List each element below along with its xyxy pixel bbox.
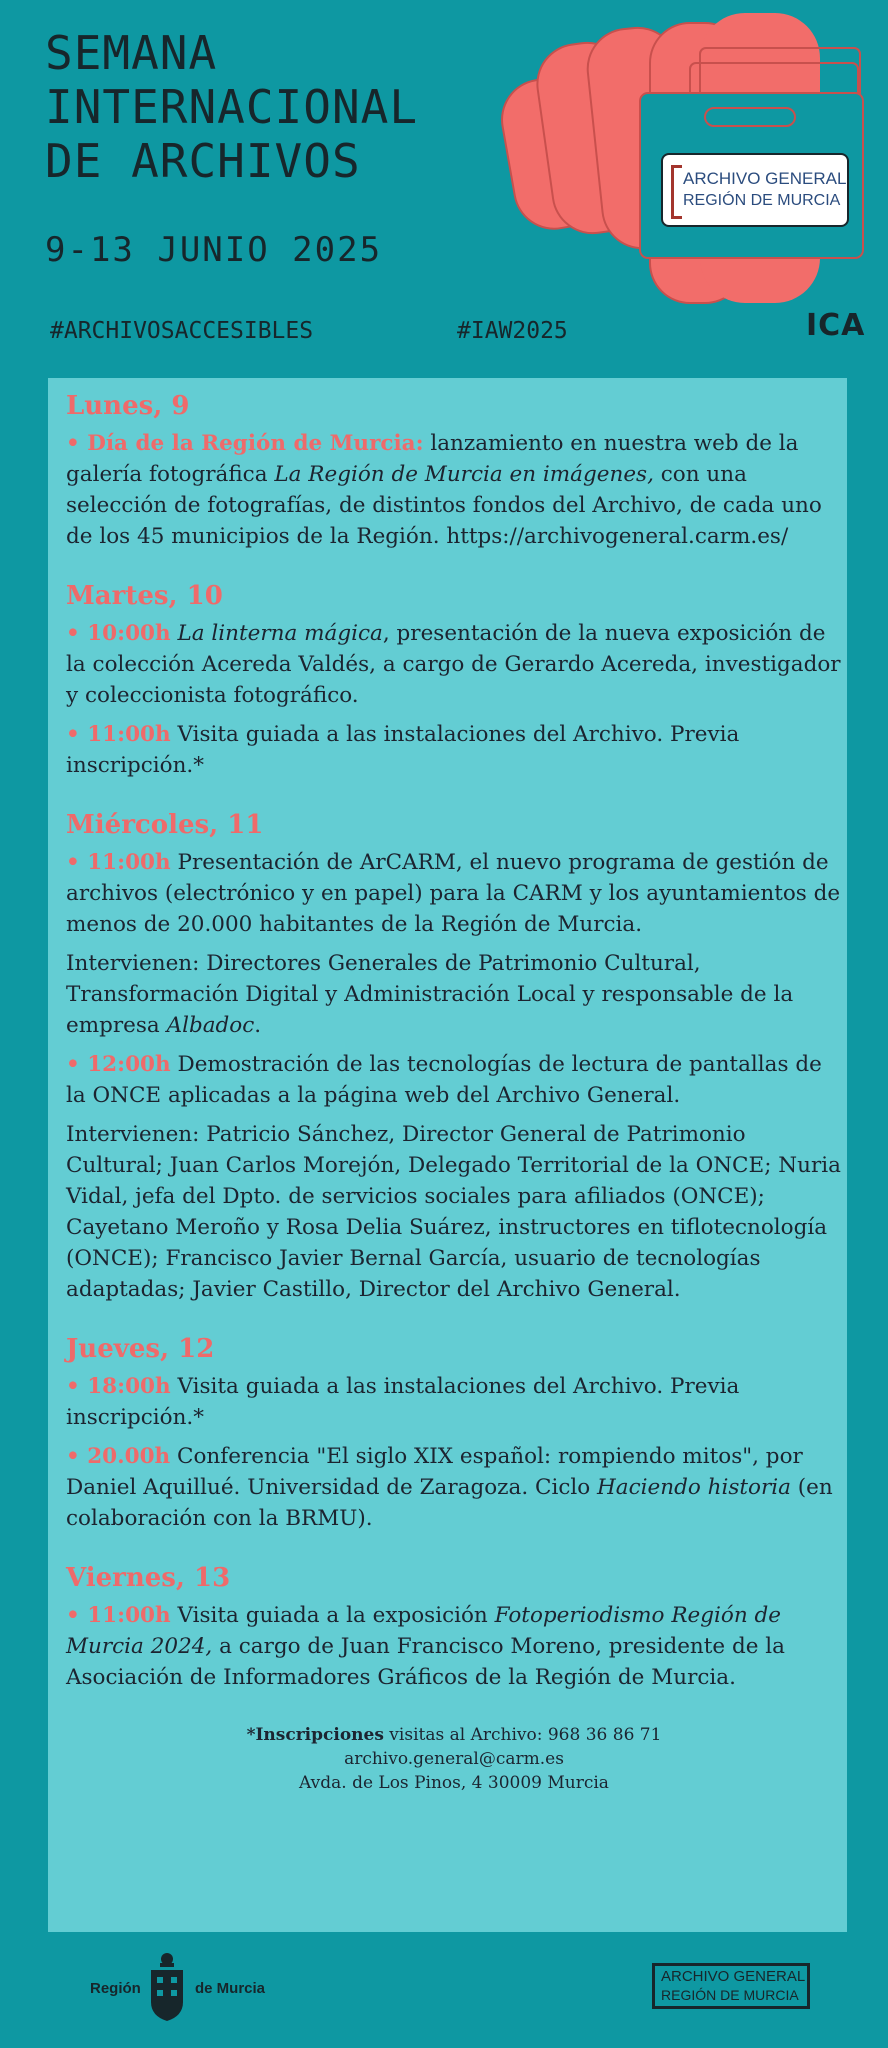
region-crest-icon: [148, 1950, 186, 2022]
event-time: • 11:00h: [66, 1603, 171, 1628]
event-item: [66, 1600, 842, 1693]
event-text: Visita guiada a las instalaciones del Archivo. Previa inscripción.*: [66, 722, 740, 778]
event-text: Conferencia "El siglo XIX español: rompiendo mitos", por Daniel Aquillué. Universidad de Zaragoza. Ciclo: [66, 1444, 803, 1500]
event-text: Visita guiada a las instalaciones del Archivo. Previa inscripción.*: [66, 1374, 740, 1430]
day-gap: [66, 560, 842, 578]
event-title-italic: Haciendo historia: [597, 1475, 791, 1500]
event-text-continued: .: [254, 1013, 262, 1038]
event-text-continued: con una selección de fotografías, de distintos fondos del Archivo, de cada uno de los 45 municipios de la Región. https://archivogeneral.carm.es/: [66, 462, 822, 549]
day-heading: Viernes, 13: [66, 1563, 231, 1593]
event-item: [66, 948, 842, 1041]
event-title: [45, 26, 418, 188]
day-heading: Jueves, 12: [66, 1334, 215, 1364]
day-heading: Martes, 10: [66, 581, 223, 611]
event-item: [66, 1441, 842, 1534]
day-heading: Miércoles, 11: [66, 810, 264, 840]
event-text: Intervienen: Patricio Sánchez, Director General de Patrimonio Cultural; Juan Carlos Morejón, Delegado Territorial de la ONCE; Nuria Vidal, jefa del Dpto. de servicios sociales para afiliados (ONCE); Cayetano Meroño y Rosa Delia Suárez, instructores en tiflotecnología (ONCE); Francisco Javier Bernal García, usuario de tecnologías adaptadas; Javier Castillo, Director del Archivo General.: [66, 1122, 841, 1302]
event-item: [66, 1371, 842, 1433]
title-line-1: SEMANA: [45, 26, 218, 80]
archivo-logo-line2: REGIÓN DE MURCIA: [661, 1987, 799, 2003]
event-item: [66, 1119, 842, 1305]
registration-phone: visitas al Archivo: 968 36 86 71: [383, 1725, 662, 1745]
ica-logo: [806, 308, 865, 343]
archive-label-bracket: [671, 165, 682, 219]
program-panel: [48, 378, 847, 1932]
event-text: Demostración de las tecnologías de lectura de pantallas de la ONCE aplicadas a la página web del Archivo General.: [66, 1052, 822, 1108]
region-logo-text-right: de Murcia: [195, 1980, 266, 1997]
event-time: • 10:00h: [66, 621, 171, 646]
archive-label-line2: REGIÓN DE MURCIA: [683, 192, 841, 209]
day-gap: [66, 789, 842, 807]
event-time: • 20.00h: [66, 1444, 171, 1469]
event-text-continued: (en colaboración con la BRMU).: [66, 1475, 833, 1531]
event-dates: 9-13 JUNIO 2025: [45, 230, 383, 270]
day-heading: Lunes, 9: [66, 391, 190, 421]
event-text-continued: , presentación de la nueva exposición de la colección Acereda Valdés, a cargo de Gerardo Acereda, investigador y coleccionista fotográfico.: [66, 621, 841, 708]
event-item: [66, 428, 842, 552]
registration-email: archivo.general@carm.es: [344, 1749, 564, 1769]
title-line-3: DE ARCHIVOS: [45, 134, 361, 188]
event-time: • 11:00h: [66, 722, 171, 747]
archivo-logo-line1: ARCHIVO GENERAL: [661, 1968, 806, 1985]
region-logo-text-left: Región: [90, 1980, 141, 1997]
event-text: Visita guiada a la exposición: [170, 1603, 495, 1628]
event-item: [66, 847, 842, 940]
event-text: lanzamiento en nuestra web de la galería fotográfica: [66, 431, 799, 487]
event-time: • 11:00h: [66, 850, 171, 875]
registration-line-1: [66, 1723, 842, 1747]
day-gap: [66, 1313, 842, 1331]
registration-address: Avda. de Los Pinos, 4 30009 Murcia: [299, 1773, 609, 1793]
event-time: • 12:00h: [66, 1052, 171, 1077]
event-time: • Día de la Región de Murcia:: [66, 431, 424, 456]
archivo-general-logo: [652, 1963, 810, 2009]
event-title-italic: Albadoc: [166, 1013, 255, 1038]
event-item: [66, 719, 842, 781]
hashtag-iaw2025: #IAW2025: [457, 318, 568, 344]
title-line-2: INTERNACIONAL: [45, 80, 419, 134]
event-item: [66, 1049, 842, 1111]
inscripciones-label: *Inscripciones: [246, 1725, 384, 1745]
event-title-italic: Fotoperiodismo Región de Murcia 2024,: [66, 1603, 781, 1659]
hashtag-archivosaccesibles: #ARCHIVOSACCESIBLES: [50, 318, 314, 344]
registration-info: [66, 1723, 842, 1795]
event-title-italic: La Región de Murcia en imágenes,: [274, 462, 654, 487]
event-text-continued: a cargo de Juan Francisco Moreno, presidente de la Asociación de Informadores Gráficos de la Región de Murcia.: [66, 1634, 785, 1690]
event-title-italic: La linterna mágica: [177, 621, 383, 646]
event-text: Presentación de ArCARM, el nuevo programa de gestión de archivos (electrónico y en papel) para la CARM y los ayuntamientos de menos de 20.000 habitantes de la Región de Murcia.: [66, 850, 841, 937]
day-gap: [66, 1542, 842, 1560]
event-text: Intervienen: Directores Generales de Patrimonio Cultural, Transformación Digital y Administración Local y responsable de la empresa: [66, 951, 794, 1038]
event-item: [66, 618, 842, 711]
archive-label-line1: ARCHIVO GENERAL: [683, 169, 847, 188]
archive-general-label: [661, 153, 849, 227]
event-time: • 18:00h: [66, 1374, 171, 1399]
ica-logo-text: ICA: [806, 308, 866, 343]
program-content: [66, 388, 842, 1795]
